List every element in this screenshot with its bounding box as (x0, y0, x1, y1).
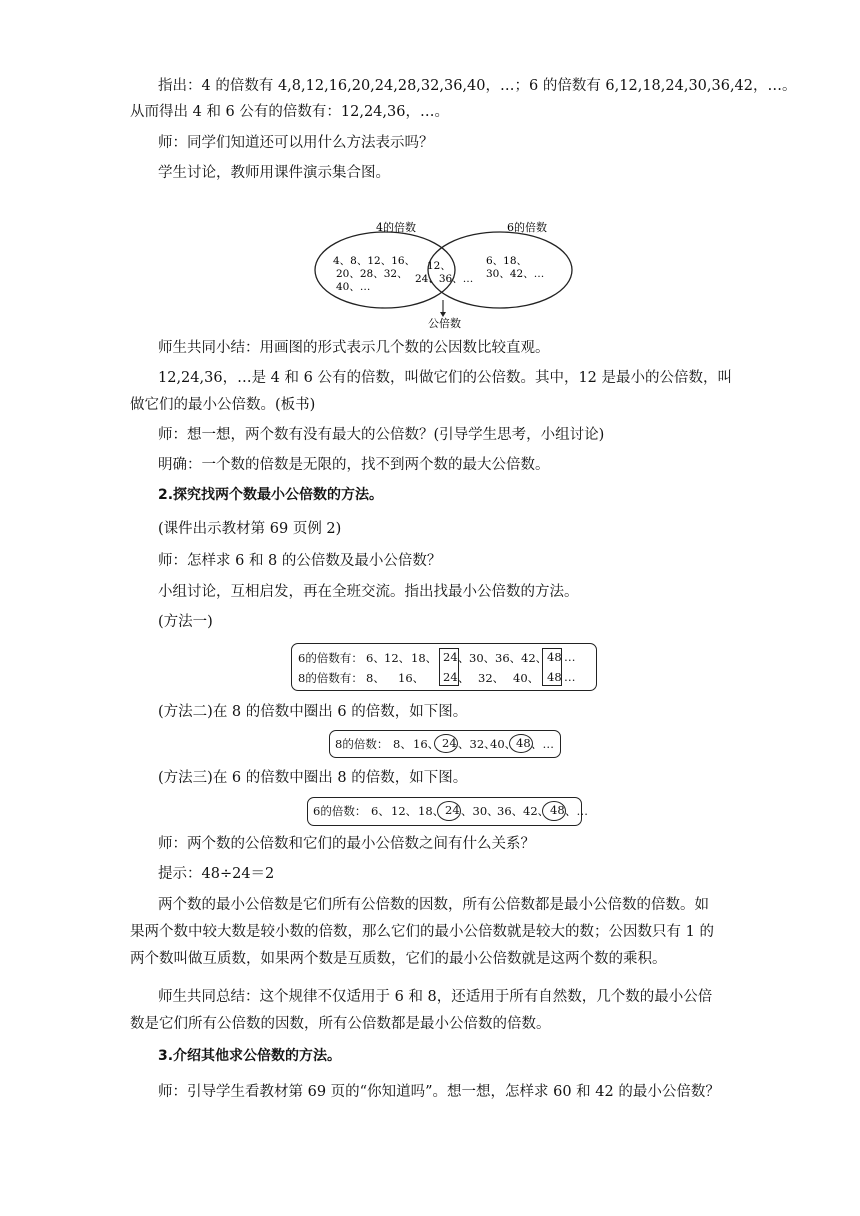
multiple-value: 42、 (523, 804, 550, 818)
common-multiple-value: 48 (516, 736, 531, 750)
row-label: 8的倍数有： (298, 671, 363, 685)
common-multiple-value: 24 (443, 650, 458, 664)
highlight-box-48 (542, 648, 562, 686)
text-line: 两个数叫做互质数，如果两个数是互质数，它们的最小公倍数就是这两个数的乘积。 (130, 951, 667, 967)
multiple-value: 12、 (391, 804, 418, 818)
ellipsis: 、… (565, 804, 588, 818)
ellipsis: 、… (531, 737, 554, 751)
common-multiple-value: 24 (443, 670, 458, 684)
method2-box (329, 730, 561, 758)
text-line: 师生共同小结：用画图的形式表示几个数的公因数比较直观。 (158, 340, 550, 356)
section-heading: 3.介绍其他求公倍数的方法。 (158, 1048, 342, 1064)
ellipsis: … (564, 650, 576, 664)
row-label: 6的倍数： (313, 804, 367, 818)
text-line: (课件出示教材第 69 页例 2) (158, 521, 342, 537)
text-line: 提示：48÷24＝2 (158, 866, 275, 882)
text-line: 从而得出 4 和 6 公有的倍数有：12,24,36，…。 (130, 104, 449, 120)
multiple-value: 40、 (490, 737, 517, 751)
circle-mark-24 (437, 801, 461, 821)
circle-mark-48 (509, 734, 533, 753)
text-line: 师：想一想，两个数有没有最大的公倍数？(引导学生思考，小组讨论) (158, 427, 605, 443)
text-line: 做它们的最小公倍数。(板书) (130, 397, 316, 413)
venn-right-text: 30、42、… (486, 268, 545, 280)
common-multiple-value: 48 (550, 803, 565, 817)
venn-left-text: 4、8、12、16、 (333, 255, 416, 267)
venn-right-text: 6、18、 (486, 255, 528, 267)
text-line: 师：同学们知道还可以用什么方法表示吗？ (158, 135, 434, 151)
method1-box (291, 643, 597, 691)
multiple-value: 6、 (371, 804, 390, 818)
text-line: 师：怎样求 6 和 8 的公倍数及最小公倍数？ (158, 553, 442, 569)
venn-middle-text: 12、 (427, 260, 451, 272)
common-multiple-value: 24 (445, 803, 460, 817)
multiple-value: 8、 (366, 671, 385, 685)
multiple-value: 42、 (521, 651, 548, 665)
multiple-value: 12、 (384, 651, 411, 665)
circle-mark-24 (434, 734, 458, 753)
text-line: 果两个数中较大数是较小数的倍数，那么它们的最小公倍数就是较大的数；公因数只有 1 的 (130, 924, 714, 940)
separator: 、 (458, 671, 470, 685)
venn-left-text: 20、28、32、 (336, 268, 408, 280)
circle-mark-48 (542, 801, 566, 821)
venn-left-text: 40、… (336, 281, 371, 293)
venn-label-left: 4的倍数 (376, 221, 416, 234)
multiple-value: 8、 (393, 737, 412, 751)
venn-bottom-label: 公倍数 (428, 317, 461, 330)
venn-label-right: 6的倍数 (507, 221, 547, 234)
highlight-box-24 (439, 648, 459, 686)
section-heading: 2.探究找两个数最小公倍数的方法。 (158, 487, 384, 503)
text-line: 数是它们所有公倍数的因数，所有公倍数都是最小公倍数的倍数。 (130, 1016, 551, 1032)
text-line: 明确：一个数的倍数是无限的，找不到两个数的最大公倍数。 (158, 457, 550, 473)
multiple-value: 18、 (418, 804, 445, 818)
multiple-value: 、30、 (461, 804, 499, 818)
multiple-value: 6、 (366, 651, 385, 665)
venn-diagram (300, 214, 590, 330)
row-label: 6的倍数有： (298, 651, 363, 665)
text-line: 师：引导学生看教材第 69 页的“你知道吗”。想一想，怎样求 60 和 42 的最小公倍数？ (158, 1084, 720, 1100)
text-line: 两个数的最小公倍数是它们所有公倍数的因数，所有公倍数都是最小公倍数的倍数。如 (158, 897, 709, 913)
common-multiple-value: 48 (547, 670, 562, 684)
multiple-value: 32、 (478, 671, 505, 685)
multiple-value: 18、 (411, 651, 438, 665)
multiple-value: 36、 (497, 804, 524, 818)
ellipsis: … (564, 670, 576, 684)
common-multiple-value: 24 (442, 736, 457, 750)
text-line: (方法二)在 8 的倍数中圈出 6 的倍数，如下图。 (158, 704, 468, 720)
text-line: 师生共同总结：这个规律不仅适用于 6 和 8，还适用于所有自然数，几个数的最小公倍 (158, 989, 713, 1005)
text-line: 指出：4 的倍数有 4,8,12,16,20,24,28,32,36,40，…；6 的倍数有 6,12,18,24,30,36,42，…。 (158, 78, 797, 94)
text-line: 小组讨论，互相启发，再在全班交流。指出找最小公倍数的方法。 (158, 584, 579, 600)
text-line: (方法三)在 6 的倍数中圈出 8 的倍数，如下图。 (158, 770, 468, 786)
venn-middle-text: 24、36、… (415, 273, 474, 285)
row-label: 8的倍数： (335, 737, 389, 751)
multiple-value: 16、 (398, 671, 425, 685)
multiple-value: 30、 (469, 651, 496, 665)
text-line: 学生讨论，教师用课件演示集合图。 (158, 165, 390, 181)
multiple-value: 、32、 (458, 737, 496, 751)
separator: 、 (458, 651, 470, 665)
text-line: 12,24,36，…是 4 和 6 公有的倍数，叫做它们的公倍数。其中，12 是最小的公倍数，叫 (158, 370, 733, 386)
method3-box (307, 797, 588, 826)
common-multiple-value: 48 (547, 650, 562, 664)
multiple-value: 40、 (513, 671, 540, 685)
multiple-value: 16、 (413, 737, 440, 751)
multiple-value: 36、 (495, 651, 522, 665)
text-line: (方法一) (158, 614, 213, 630)
text-line: 师：两个数的公倍数和它们的最小公倍数之间有什么关系？ (158, 836, 535, 852)
